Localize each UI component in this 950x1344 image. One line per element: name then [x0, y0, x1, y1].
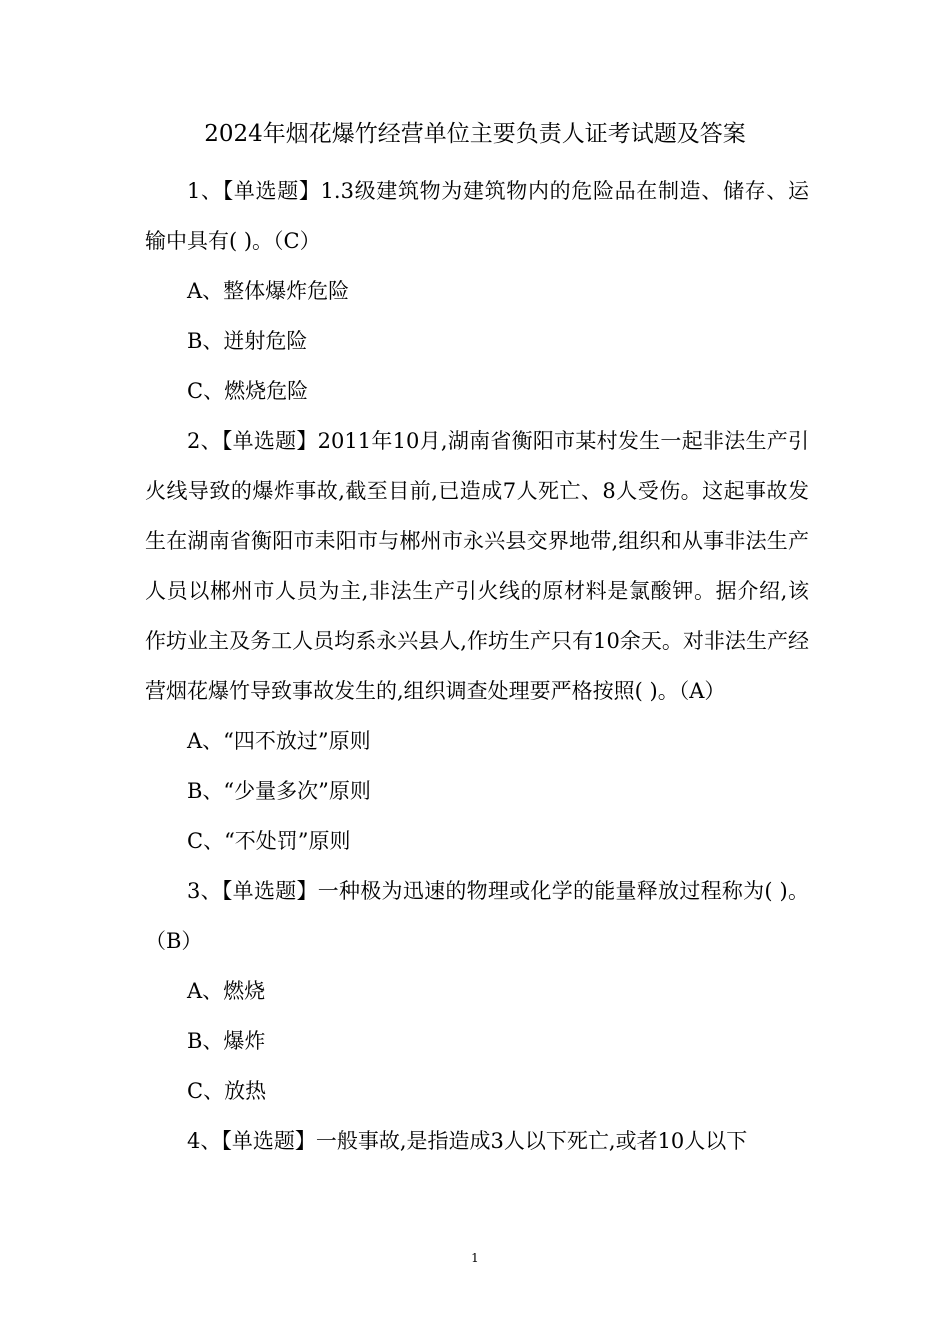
- question-2-option-b: B、“少量多次”原则: [187, 779, 371, 803]
- question-list: [145, 166, 809, 1166]
- question-2-option-c: C、“不处罚”原则: [187, 829, 351, 853]
- question-1-stem: 1、【单选题】1.3级建筑物为建筑物内的危险品在制造、储存、运输中具有( )。（C）: [145, 179, 809, 253]
- question-3-option-b: B、爆炸: [187, 1029, 266, 1053]
- document-title: 2024年烟花爆竹经营单位主要负责人证考试题及答案: [204, 121, 746, 147]
- question-3-option-a: A、燃烧: [187, 979, 266, 1003]
- question-1-option-a: A、整体爆炸危险: [187, 279, 350, 303]
- question-1-option-c: C、燃烧危险: [187, 379, 309, 403]
- question-1-option-b: B、迸射危险: [187, 329, 308, 353]
- question-3-stem: 3、【单选题】一种极为迅速的物理或化学的能量释放过程称为( )。（B）: [145, 879, 809, 953]
- question-2-stem: 2、【单选题】2011年10月,湖南省衡阳市某村发生一起非法生产引火线导致的爆炸事故,截至目前,已造成7人死亡、8人受伤。这起事故发生在湖南省衡阳市耒阳市与郴州市永兴县交界地带,组织和从事非法生产人员以郴州市人员为主,非法生产引火线的原材料是氯酸钾。据介绍,该作坊业主及务工人员均系永兴县人,作坊生产只有10余天。对非法生产经营烟花爆竹导致事故发生的,组织调查处理要严格按照( )。（A）: [145, 429, 809, 703]
- page-number: 1: [471, 1251, 479, 1265]
- question-3-option-c: C、放热: [187, 1079, 267, 1103]
- question-4-stem: 4、【单选题】一般事故,是指造成3人以下死亡,或者10人以下: [187, 1129, 748, 1153]
- question-2-option-a: A、“四不放过”原则: [187, 729, 371, 753]
